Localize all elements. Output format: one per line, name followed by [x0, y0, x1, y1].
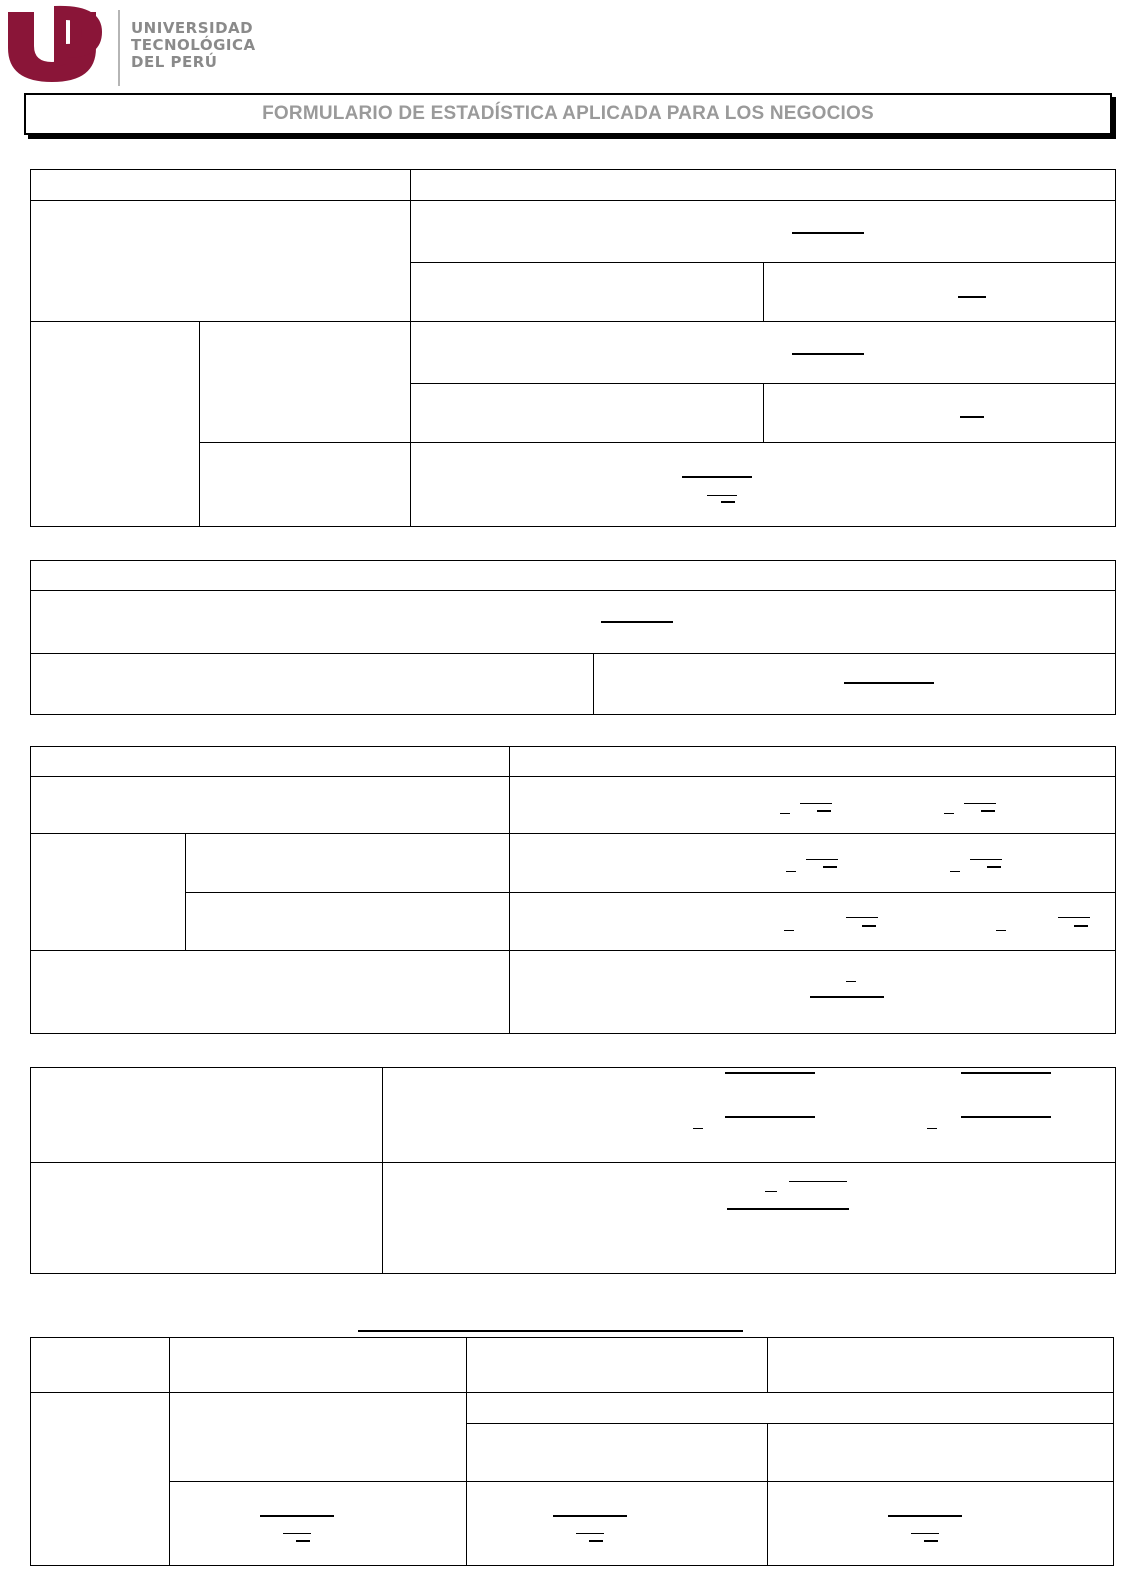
document-title: FORMULARIO DE ESTADÍSTICA APLICADA PARA LOS NEGOCIOS [262, 103, 874, 124]
fraction-bar [553, 1515, 627, 1517]
fraction-bar [810, 996, 884, 998]
sqrt-overline [789, 1181, 847, 1182]
minus-mark [927, 1128, 937, 1129]
t4-row1-formula [383, 1068, 1116, 1163]
formula-table-3 [30, 746, 1116, 1034]
t1-row5-formula [411, 443, 1116, 527]
t1-header-right [411, 170, 1116, 201]
t5-header-4 [768, 1338, 1114, 1393]
sqrt-overline [1058, 917, 1090, 918]
fraction-bar [958, 296, 986, 298]
sqrt-overline [576, 1533, 604, 1534]
t1-row1-formula [411, 201, 1116, 263]
fraction-bar [792, 232, 864, 234]
t2-row1-formula [31, 591, 1116, 654]
t3-group-label [31, 834, 186, 951]
equals-mark [296, 1540, 310, 1542]
t5-row3-cell-1 [170, 1482, 467, 1566]
utp-logo-mark-icon [4, 4, 116, 84]
fraction-bar [601, 621, 673, 623]
t5-header-3 [467, 1338, 768, 1393]
t3-row2-formula [510, 834, 1116, 893]
logo-line-2: TECNOLÓGICA [131, 36, 256, 54]
university-logo [4, 4, 259, 84]
minus-mark [846, 981, 856, 982]
equals-mark [987, 866, 1001, 868]
minus-mark [996, 930, 1006, 931]
t1-subgroup-label-2 [200, 443, 411, 527]
t4-row1-label [31, 1068, 383, 1163]
fraction-bar [792, 353, 864, 355]
fraction-bar [960, 416, 984, 418]
logo-line-3: DEL PERÚ [131, 53, 218, 71]
minus-mark [780, 813, 790, 814]
minus-mark [693, 1128, 703, 1129]
fraction-bar [961, 1072, 1051, 1074]
t3-subgroup-label-1 [186, 834, 510, 893]
t5-row2-cell-b [768, 1424, 1114, 1482]
t1-row2-cell-a [411, 263, 764, 322]
sqrt-overline [283, 1533, 311, 1534]
formula-table-5 [30, 1337, 1114, 1566]
equals-mark [823, 866, 837, 868]
sqrt-overline [800, 803, 832, 804]
fraction-bar [260, 1515, 334, 1517]
t3-row1-formula [510, 777, 1116, 834]
t3-row1-label [31, 777, 510, 834]
fraction-bar [844, 682, 934, 684]
t5-header-1 [31, 1338, 170, 1393]
t3-header-right [510, 747, 1116, 777]
t3-row3-formula [510, 893, 1116, 951]
section-heading [358, 1312, 743, 1332]
sqrt-overline [964, 803, 996, 804]
fraction-bar [682, 476, 752, 478]
logo-line-1: UNIVERSIDAD [131, 19, 254, 37]
t5-subgroup-label [170, 1393, 467, 1482]
t1-row1-label [31, 201, 411, 322]
sqrt-overline [970, 859, 1002, 860]
t3-row4-formula [510, 951, 1116, 1034]
t5-row3-cell-2 [467, 1482, 768, 1566]
fraction-bar [961, 1116, 1051, 1118]
fraction-bar [727, 1208, 849, 1210]
t4-row2-formula [383, 1163, 1116, 1274]
logo-divider [118, 10, 120, 86]
fraction-bar [725, 1072, 815, 1074]
section-heading-underline [358, 1330, 743, 1332]
t5-row2-cell-a [467, 1424, 768, 1482]
equals-mark [589, 1540, 603, 1542]
minus-mark [786, 871, 796, 872]
university-name [131, 20, 256, 71]
t2-header [31, 561, 1116, 591]
t1-header-left [31, 170, 411, 201]
minus-mark [944, 813, 954, 814]
equals-mark [817, 810, 831, 812]
t5-row3-cell-3 [768, 1482, 1114, 1566]
minus-mark [765, 1191, 777, 1192]
t3-header-left [31, 747, 510, 777]
t1-row2-cell-b [764, 263, 1116, 322]
sqrt-overline [911, 1533, 939, 1534]
formula-table-1 [30, 169, 1116, 527]
t1-group-label [31, 322, 200, 527]
t3-subgroup-label-2 [186, 893, 510, 951]
fraction-bar [725, 1116, 815, 1118]
t1-row4-cell-a [411, 384, 764, 443]
t5-subheader [467, 1393, 1114, 1424]
t3-row4-label [31, 951, 510, 1034]
sqrt-overline [707, 495, 737, 496]
document-title-box [24, 93, 1112, 135]
t2-row2-cell-b [594, 654, 1116, 715]
formula-table-4 [30, 1067, 1116, 1274]
t1-subgroup-label-1 [200, 322, 411, 443]
t5-group-label [31, 1393, 170, 1566]
t4-row2-label [31, 1163, 383, 1274]
equals-mark [862, 925, 876, 927]
t2-row2-cell-a [31, 654, 594, 715]
t1-row3-formula [411, 322, 1116, 384]
sqrt-overline [806, 859, 838, 860]
minus-mark [784, 930, 794, 931]
equals-mark [981, 810, 995, 812]
formula-table-2 [30, 560, 1116, 715]
equals-mark [924, 1540, 938, 1542]
fraction-bar [888, 1515, 962, 1517]
equals-mark [1074, 925, 1088, 927]
t5-header-2 [170, 1338, 467, 1393]
minus-mark [950, 871, 960, 872]
sqrt-overline [846, 917, 878, 918]
t1-row4-cell-b [764, 384, 1116, 443]
equals-mark [721, 501, 735, 503]
